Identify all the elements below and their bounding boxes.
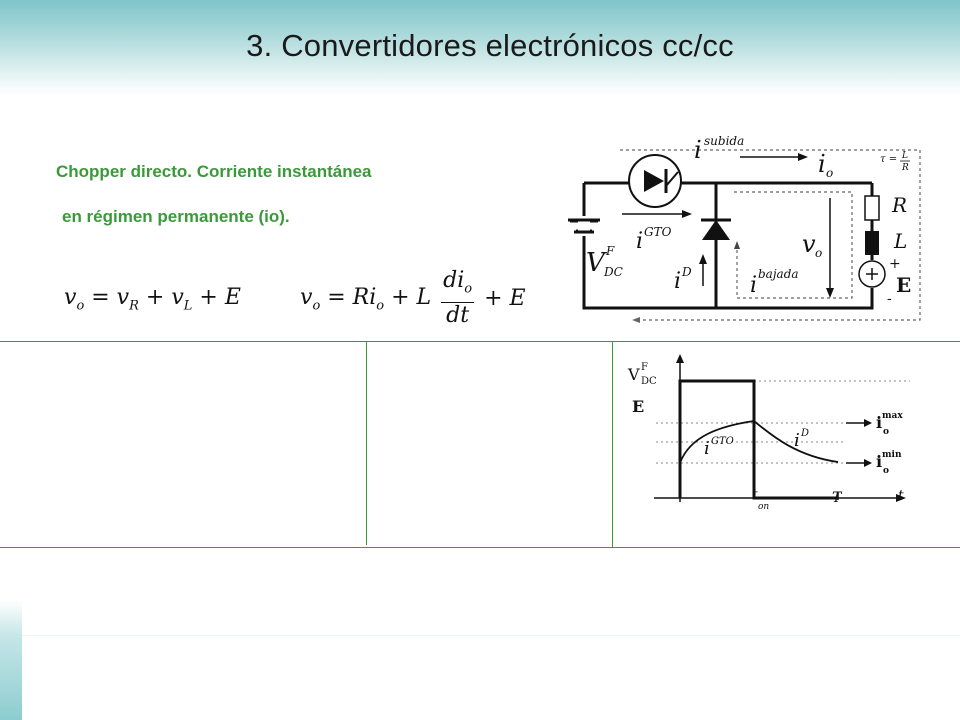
- label-plus: +: [889, 256, 901, 272]
- waveform-diagram: [620, 350, 930, 522]
- equation-differential: $v_o = Ri_o + L$ $\frac{di_o}{dt}$ + E: [300, 268, 526, 329]
- table-divider-2: [612, 341, 613, 547]
- svg-text:i: i: [876, 452, 883, 471]
- label-i-d: D: [801, 428, 810, 439]
- label-i-subida: subida: [704, 134, 745, 148]
- label-vdc-DC: DC: [641, 376, 657, 387]
- svg-text:i: i: [794, 430, 800, 451]
- label-vdc-F: F: [606, 244, 615, 258]
- label-t: t: [898, 488, 904, 504]
- label-i-d: D: [682, 265, 692, 279]
- label-vdc: V: [586, 248, 605, 278]
- svg-text:t: t: [752, 487, 758, 503]
- svg-text:R: R: [902, 163, 909, 173]
- label-i-bajada: bajada: [758, 267, 799, 281]
- table-divider-1: [366, 341, 367, 545]
- svg-text:i: i: [704, 438, 710, 459]
- svg-text:i: i: [818, 150, 826, 178]
- label-i-gto: GTO: [644, 225, 672, 239]
- label-T: T: [832, 490, 842, 506]
- label-E: E: [632, 397, 645, 416]
- subtitle-line-1: Chopper directo. Corriente instantánea: [56, 162, 372, 181]
- chopper-circuit-diagram: [562, 128, 932, 328]
- label-io-max: max: [882, 411, 903, 421]
- label-minus: -: [887, 291, 892, 307]
- equation-kvl: $v_o = v_R + v_L + E$: [64, 285, 241, 314]
- svg-text:o: o: [883, 427, 890, 437]
- label-io-min: min: [882, 450, 902, 460]
- label-t-on: on: [758, 502, 770, 512]
- label-i-o: o: [826, 166, 834, 180]
- svg-text:o: o: [883, 466, 890, 476]
- svg-text:i: i: [674, 269, 682, 294]
- svg-text:L: L: [902, 151, 908, 161]
- subtitle-line-2: en régimen permanente (io).: [62, 207, 290, 226]
- svg-text:i: i: [636, 229, 644, 254]
- svg-text:i: i: [694, 136, 702, 164]
- label-vo: v: [802, 230, 816, 258]
- svg-text:i: i: [750, 273, 758, 298]
- table-bottom-rule: [0, 547, 960, 548]
- slide-title: 3. Convertidores electrónicos cc/cc: [246, 28, 734, 63]
- svg-text:i: i: [876, 413, 883, 432]
- footer-faint-line: [22, 635, 960, 636]
- left-accent-strip: [0, 600, 22, 720]
- table-top-rule: [0, 341, 960, 342]
- label-L: L: [894, 229, 908, 253]
- label-E: E: [896, 273, 912, 297]
- label-R: R: [892, 193, 908, 217]
- svg-text:o: o: [815, 246, 823, 260]
- label-vdc-F: F: [641, 362, 648, 373]
- label-vdc: V: [628, 365, 640, 384]
- label-vdc-DC: DC: [604, 265, 623, 279]
- label-i-gto: GTO: [711, 436, 734, 447]
- label-tau: τ =: [880, 154, 898, 165]
